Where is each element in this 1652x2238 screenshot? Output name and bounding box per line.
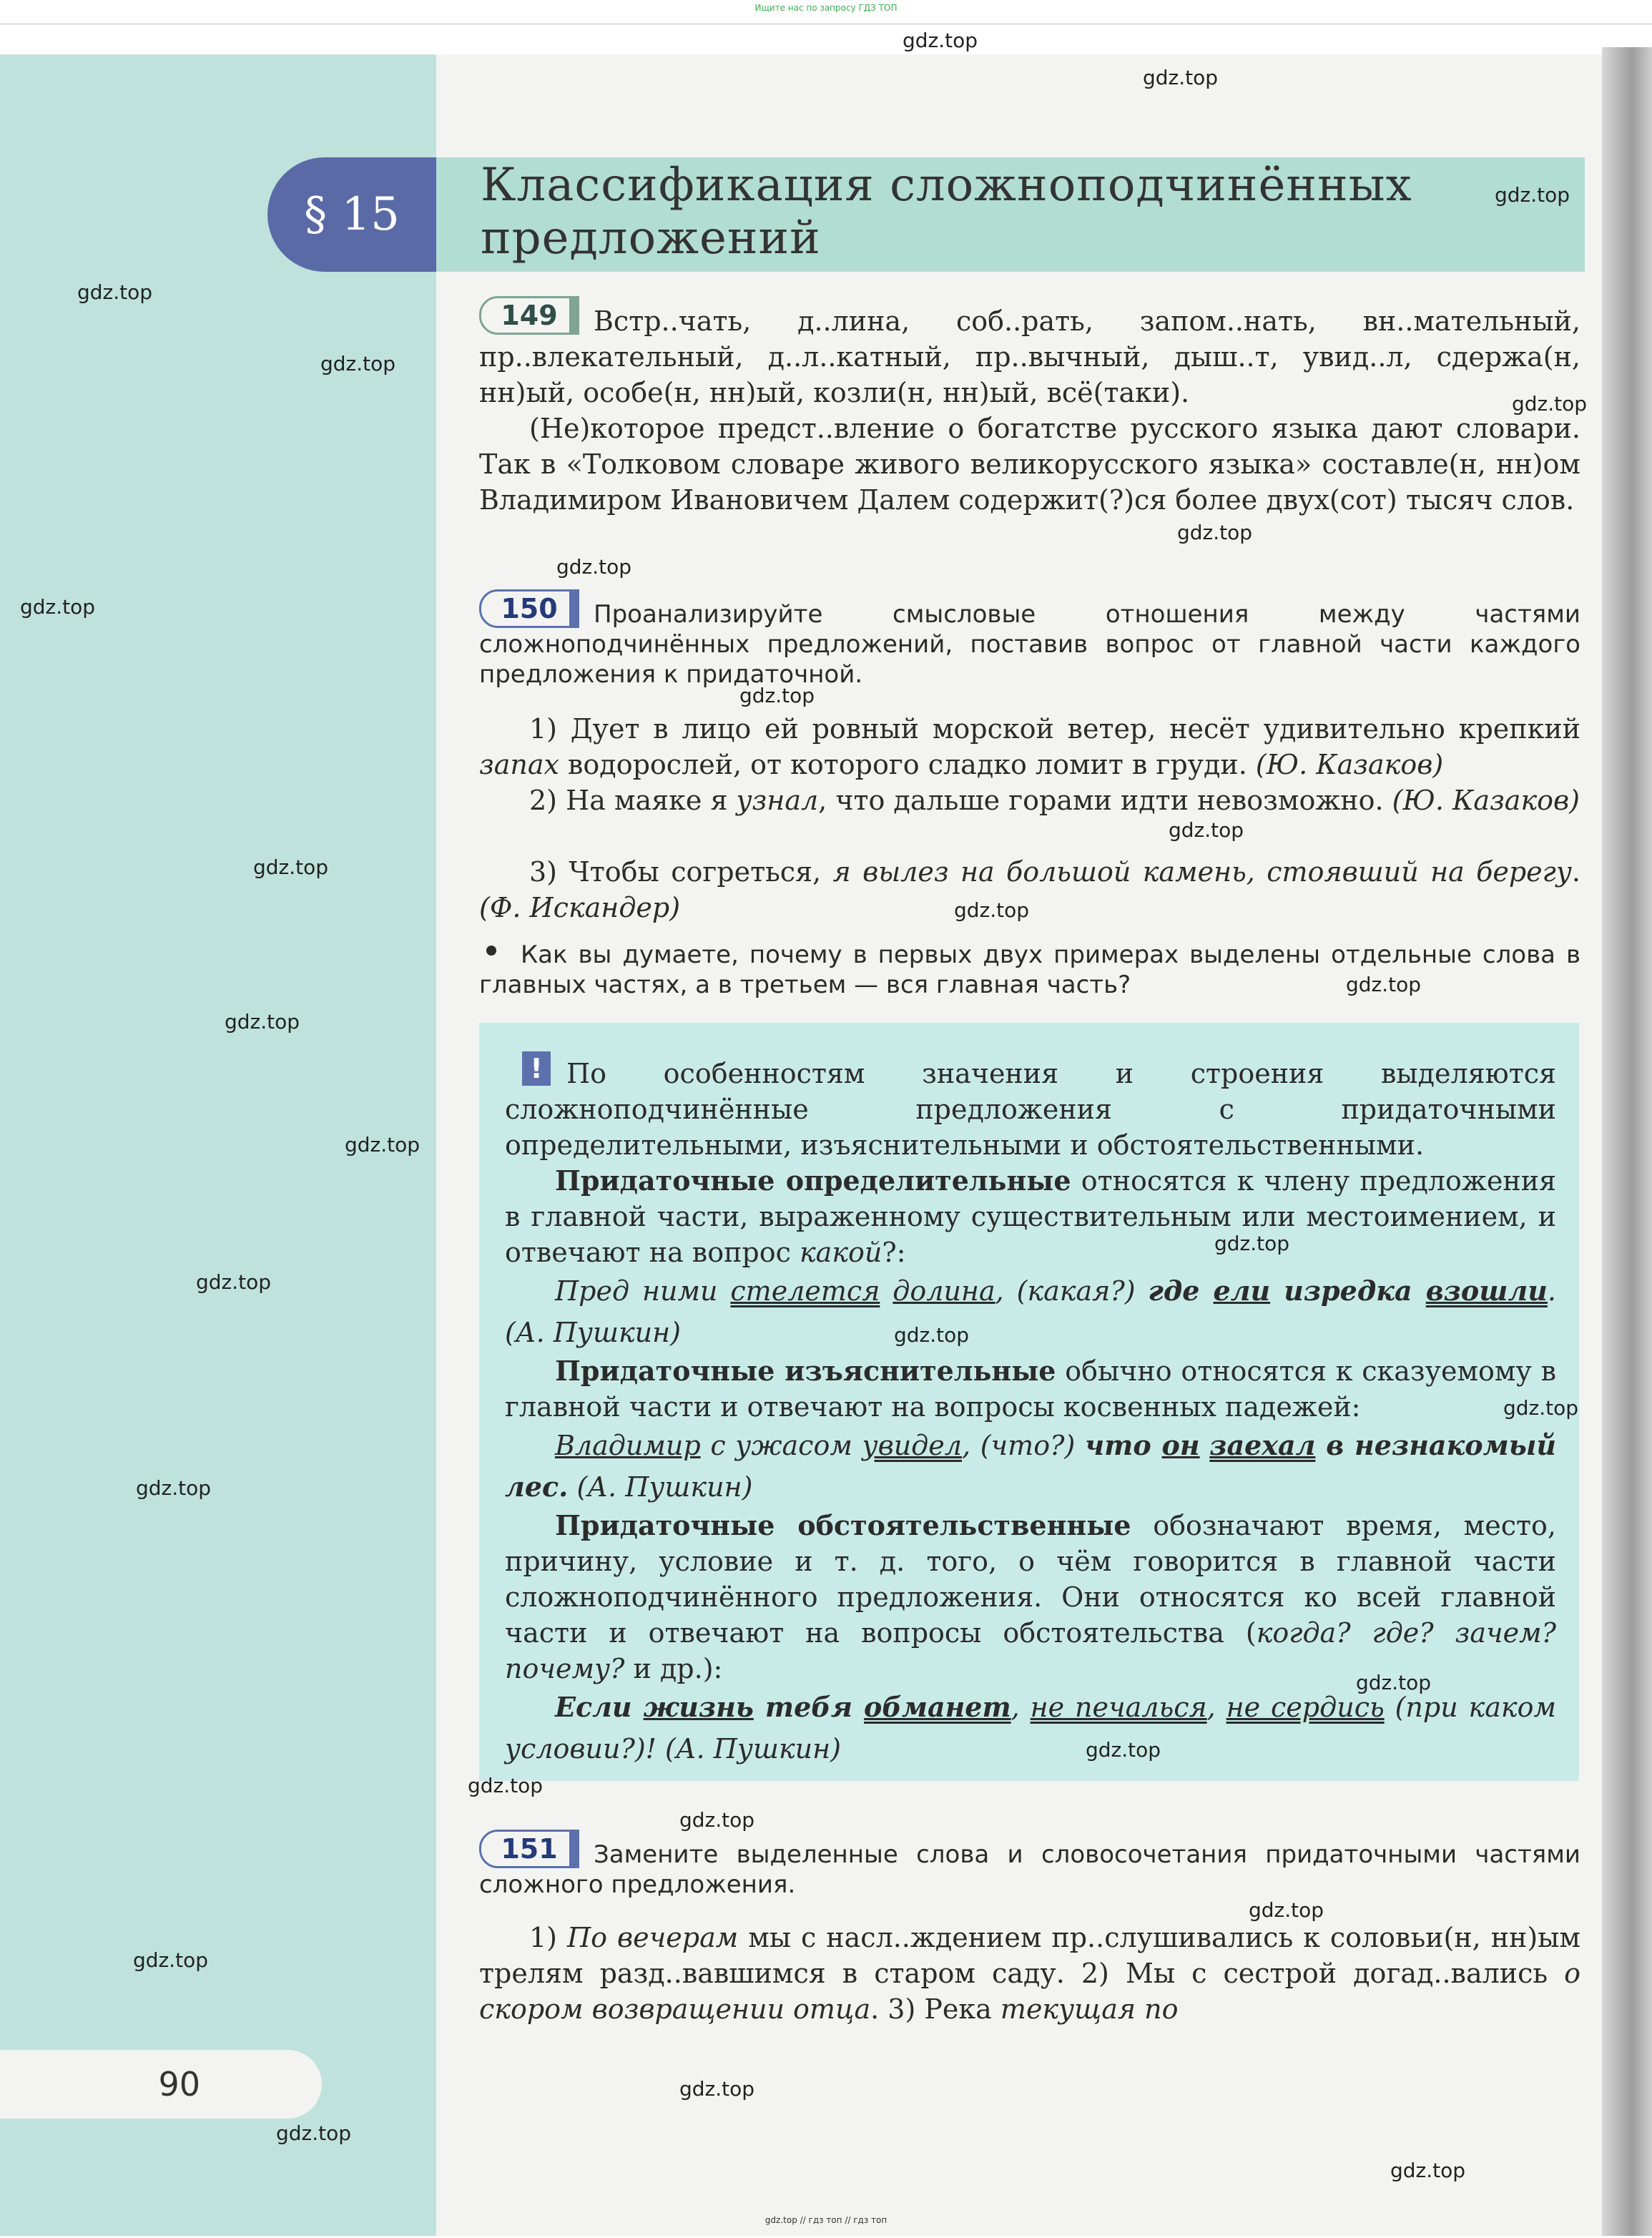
exercise-150-task-text: Проанализируйте смысловые отношения между частями сложноподчинённых предложений, поставив вопрос от главной части каждого предложения к придаточной. xyxy=(479,600,1580,689)
exercise-150-sentence-2: 2) На маяке я узнал, что дальше горами идти невозможно. (Ю. Казаков) xyxy=(529,785,1580,816)
page-edge-shadow xyxy=(1602,47,1652,2236)
watermark[interactable]: gdz.top xyxy=(276,2121,352,2145)
rule-example-2: Владимир с ужасом увидел, (что?) что он заехал в незнакомый лес. (А. Пушкин) xyxy=(505,1429,1556,1503)
exercise-151-text: 1) По вечерам мы с насл..ждением пр..слушивались к соловьи(н, нн)ым трелям разд..вавшимся в старом саду. 2) Мы с сестрой догад..вались о скором возвращении отца. 3) Река текущая по xyxy=(479,1922,1580,2025)
watermark[interactable]: gdz.top xyxy=(77,280,153,304)
watermark[interactable]: gdz.top xyxy=(556,555,632,579)
exercise-149-word-list: Встр..чать, д..лина, соб..рать, запом..нать, вн..мательный, пр..влекательный, д..л..катный, пр..вычный, дыш..т, увид..л, сдержа(н, нн)ый, особе(н, нн)ый, козли(н, нн)ый, всё(таки). xyxy=(479,305,1580,408)
rule-example-1: Пред ними стелется долина, (какая?) где ели изредка взошли. (А. Пушкин) xyxy=(505,1275,1556,1348)
exclamation-icon: ! xyxy=(522,1051,551,1086)
exercise-150-task xyxy=(479,599,1580,689)
section-title xyxy=(481,159,1568,265)
watermark[interactable]: gdz.top xyxy=(739,684,815,707)
watermark[interactable]: gdz.top xyxy=(679,1808,755,1832)
rule-intro: По особенностям значения и строения выделяются сложноподчинённые предложения с придаточными определительными, изъяснительными и обстоятельственными. xyxy=(505,1058,1556,1161)
rule-adverbial: Придаточные обстоятельственные обозначают время, место, причину, условие и т. д. того, о чём говорится в главной части сложноподчинённого предложения. Они относятся ко всей главной части и отвечают на вопросы обстоятельства (когда? где? зачем? почему? и др.): xyxy=(505,1509,1556,1684)
watermark[interactable]: gdz.top xyxy=(1214,1232,1290,1255)
section-title-line-1: Классификация сложноподчинённых xyxy=(481,159,1412,212)
watermark[interactable]: gdz.top xyxy=(1503,1396,1579,1420)
watermark[interactable]: gdz.top xyxy=(1143,66,1219,89)
page-number: 90 xyxy=(158,2065,200,2104)
watermark[interactable]: gdz.top xyxy=(679,2077,755,2101)
watermark[interactable]: gdz.top xyxy=(136,1476,212,1500)
watermark[interactable]: gdz.top xyxy=(1249,1898,1324,1922)
exercise-number-149: 149 xyxy=(479,296,579,335)
watermark[interactable]: gdz.top xyxy=(253,855,329,879)
watermark[interactable]: gdz.top xyxy=(1169,818,1244,842)
watermark[interactable]: gdz.top xyxy=(20,595,96,619)
top-divider xyxy=(0,23,1652,25)
watermark[interactable]: gdz.top xyxy=(894,1323,970,1347)
watermark[interactable]: gdz.top xyxy=(1346,973,1422,996)
exercise-number-151: 151 xyxy=(479,1830,579,1868)
exercise-150-question-text: Как вы думаете, почему в первых двух примерах выделены отдельные слова в главных частях, а в третьем — вся главная часть? xyxy=(479,941,1580,999)
exercise-151-task xyxy=(479,1840,1580,1900)
exercise-149-words xyxy=(479,303,1580,411)
footer-links[interactable]: gdz.top // гдз топ // гдз топ xyxy=(764,2215,888,2225)
exercise-151-task-text: Замените выделенные слова и словосочетания придаточными частями сложного предложения. xyxy=(479,1840,1580,1899)
watermark[interactable]: gdz.top xyxy=(903,29,978,52)
watermark[interactable]: gdz.top xyxy=(468,1774,544,1797)
rule-definitive: Придаточные определительные относятся к члену предложения в главной части, выраженному существительным или местоимением, и отвечают на вопрос какой?: xyxy=(505,1164,1556,1268)
section-number: § 15 xyxy=(304,188,400,241)
watermark[interactable]: gdz.top xyxy=(1177,521,1253,544)
watermark[interactable]: gdz.top xyxy=(196,1270,272,1294)
watermark[interactable]: gdz.top xyxy=(1356,1671,1432,1694)
section-title-line-2: предложений xyxy=(481,212,821,265)
watermark[interactable]: gdz.top xyxy=(133,1948,209,1972)
exercise-150-sentence-3: 3) Чтобы согреться, я вылез на большой камень, стоявший на берегу. (Ф. Искандер) xyxy=(479,856,1580,923)
watermark[interactable]: gdz.top xyxy=(1512,392,1588,416)
watermark[interactable]: gdz.top xyxy=(320,352,396,376)
watermark[interactable]: gdz.top xyxy=(1495,183,1570,207)
rule-content xyxy=(505,1056,1556,1770)
exercise-149-text: (Не)которое предст..вление о богатстве русского языка дают словари. Так в «Толковом словаре живого великорусского языка» составле(н, нн)ом Владимиром Ивановичем Далем содержит(?)ся более двух(сот) тысяч слов. xyxy=(479,413,1580,516)
rule-explanatory: Придаточные изъяснительные обычно относятся к сказуемому в главной части и отвечают на вопросы косвенных падежей: xyxy=(505,1355,1556,1423)
rule-example-3: Если жизнь тебя обманет, не печалься, не сердись (при каком условии?)! (А. Пушкин) xyxy=(505,1691,1556,1765)
watermark[interactable]: gdz.top xyxy=(1390,2159,1466,2182)
top-banner-link[interactable]: Ищите нас по запросу ГДЗ ТОП xyxy=(754,3,898,13)
exercise-number-150: 150 xyxy=(479,589,579,628)
watermark[interactable]: gdz.top xyxy=(345,1133,421,1157)
watermark[interactable]: gdz.top xyxy=(225,1010,300,1034)
watermark[interactable]: gdz.top xyxy=(954,898,1030,922)
exercise-150-sentence-1: 1) Дует в лицо ей ровный морской ветер, несёт удивительно крепкий запах водорослей, от которого сладко ломит в груди. (Ю. Казаков) xyxy=(479,713,1580,780)
watermark[interactable]: gdz.top xyxy=(1086,1738,1161,1762)
